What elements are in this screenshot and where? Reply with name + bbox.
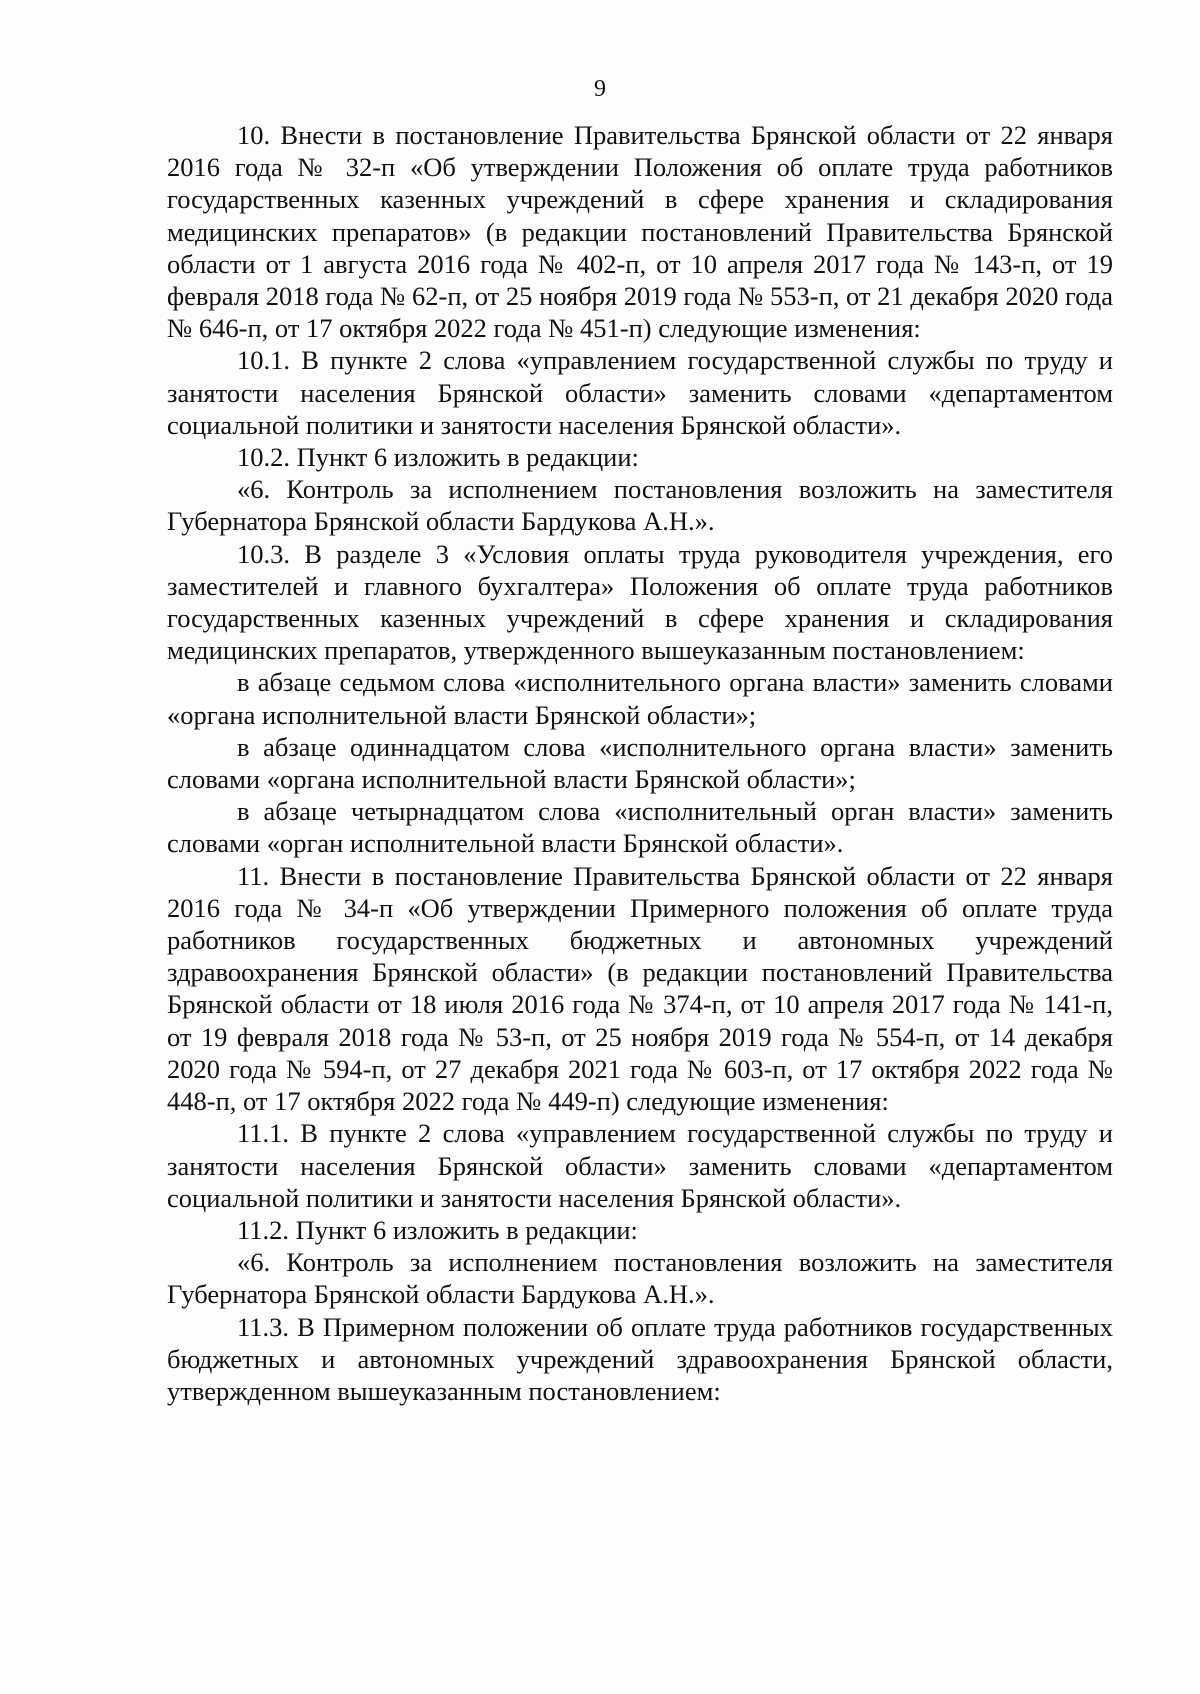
page-number: 9 [594,76,606,102]
paragraph-item-11-1: 11.1. В пункте 2 слова «управлением государственной службы по труду и занятости населения Брянской области» заменить словами «департаментом социальной политики и занятости населения Брянской области». [167,1118,1113,1213]
paragraph-amendment-11th-clause: в абзаце одиннадцатом слова «исполнительного органа власти» заменить словами «органа исполнительной власти Брянской области»; [167,731,1113,795]
paragraph-item-10-3: 10.3. В разделе 3 «Условия оплаты труда руководителя учреждения, его заместителей и главного бухгалтера» Положения об оплате труда работников государственных казенных учреждений в сфере хранения и складирования медицинских препаратов, утвержденного вышеуказанным постановлением: [167,538,1113,666]
paragraph-item-10-2: 10.2. Пункт 6 изложить в редакции: [237,442,639,473]
paragraph-new-item-6-text-2: «6. Контроль за исполнением постановления возложить на заместителя Губернатора Брянской области Бардукова А.Н.». [167,1247,1113,1310]
paragraph-item-11-3: 11.3. В Примерном положении об оплате труда работников государственных бюджетных и автономных учреждений здравоохранения Брянской области, утвержденном вышеуказанным постановлением: [167,1311,1113,1406]
paragraph-new-item-6-text: «6. Контроль за исполнением постановления возложить на заместителя Губернатора Брянской области Бардукова А.Н.». [167,474,1113,537]
paragraph-item-11-2: 11.2. Пункт 6 изложить в редакции: [237,1214,638,1245]
document-body [167,119,1113,1407]
paragraph-item-11: 11. Внести в постановление Правительства Брянской области от 22 января 2016 года № 34-п «Об утверждении Примерного положения об оплате труда работников государственных бюджетных и автономных учреждений здравоохранения Брянской области» (в редакции постановлений Правительства Брянской области от 18 июля 2016 года № 374-п, от 10 апреля 2017 года № 141-п, от 19 февраля 2018 года № 53-п, от 25 ноября 2019 года № 554-п, от 14 декабря 2020 года № 594-п, от 27 декабря 2021 года № 603-п, от 17 октября 2022 года № 448-п, от 17 октября 2022 года № 449-п) следующие изменения: [167,860,1113,1117]
paragraph-amendment-7th-clause: в абзаце седьмом слова «исполнительного органа власти» заменить словами «органа исполнительной власти Брянской области»; [167,667,1113,730]
paragraph-item-10-1: 10.1. В пункте 2 слова «управлением государственной службы по труду и занятости населения Брянской области» заменить словами «департаментом социальной политики и занятости населения Брянской области». [167,345,1113,440]
paragraph-amendment-14th-clause: в абзаце четырнадцатом слова «исполнительный орган власти» заменить словами «орган исполнительной власти Брянской области». [167,796,1113,859]
paragraph-item-10: 10. Внести в постановление Правительства Брянской области от 22 января 2016 года № 32-п «Об утверждении Положения об оплате труда работников государственных казенных учреждений в сфере хранения и складирования медицинских препаратов» (в редакции постановлений Правительства Брянской области от 1 августа 2016 года № 402-п, от 10 апреля 2017 года № 143-п, от 19 февраля 2018 года № 62-п, от 25 ноября 2019 года № 553-п, от 21 декабря 2020 года № 646-п, от 17 октября 2022 года № 451-п) следующие изменения: [167,120,1113,344]
